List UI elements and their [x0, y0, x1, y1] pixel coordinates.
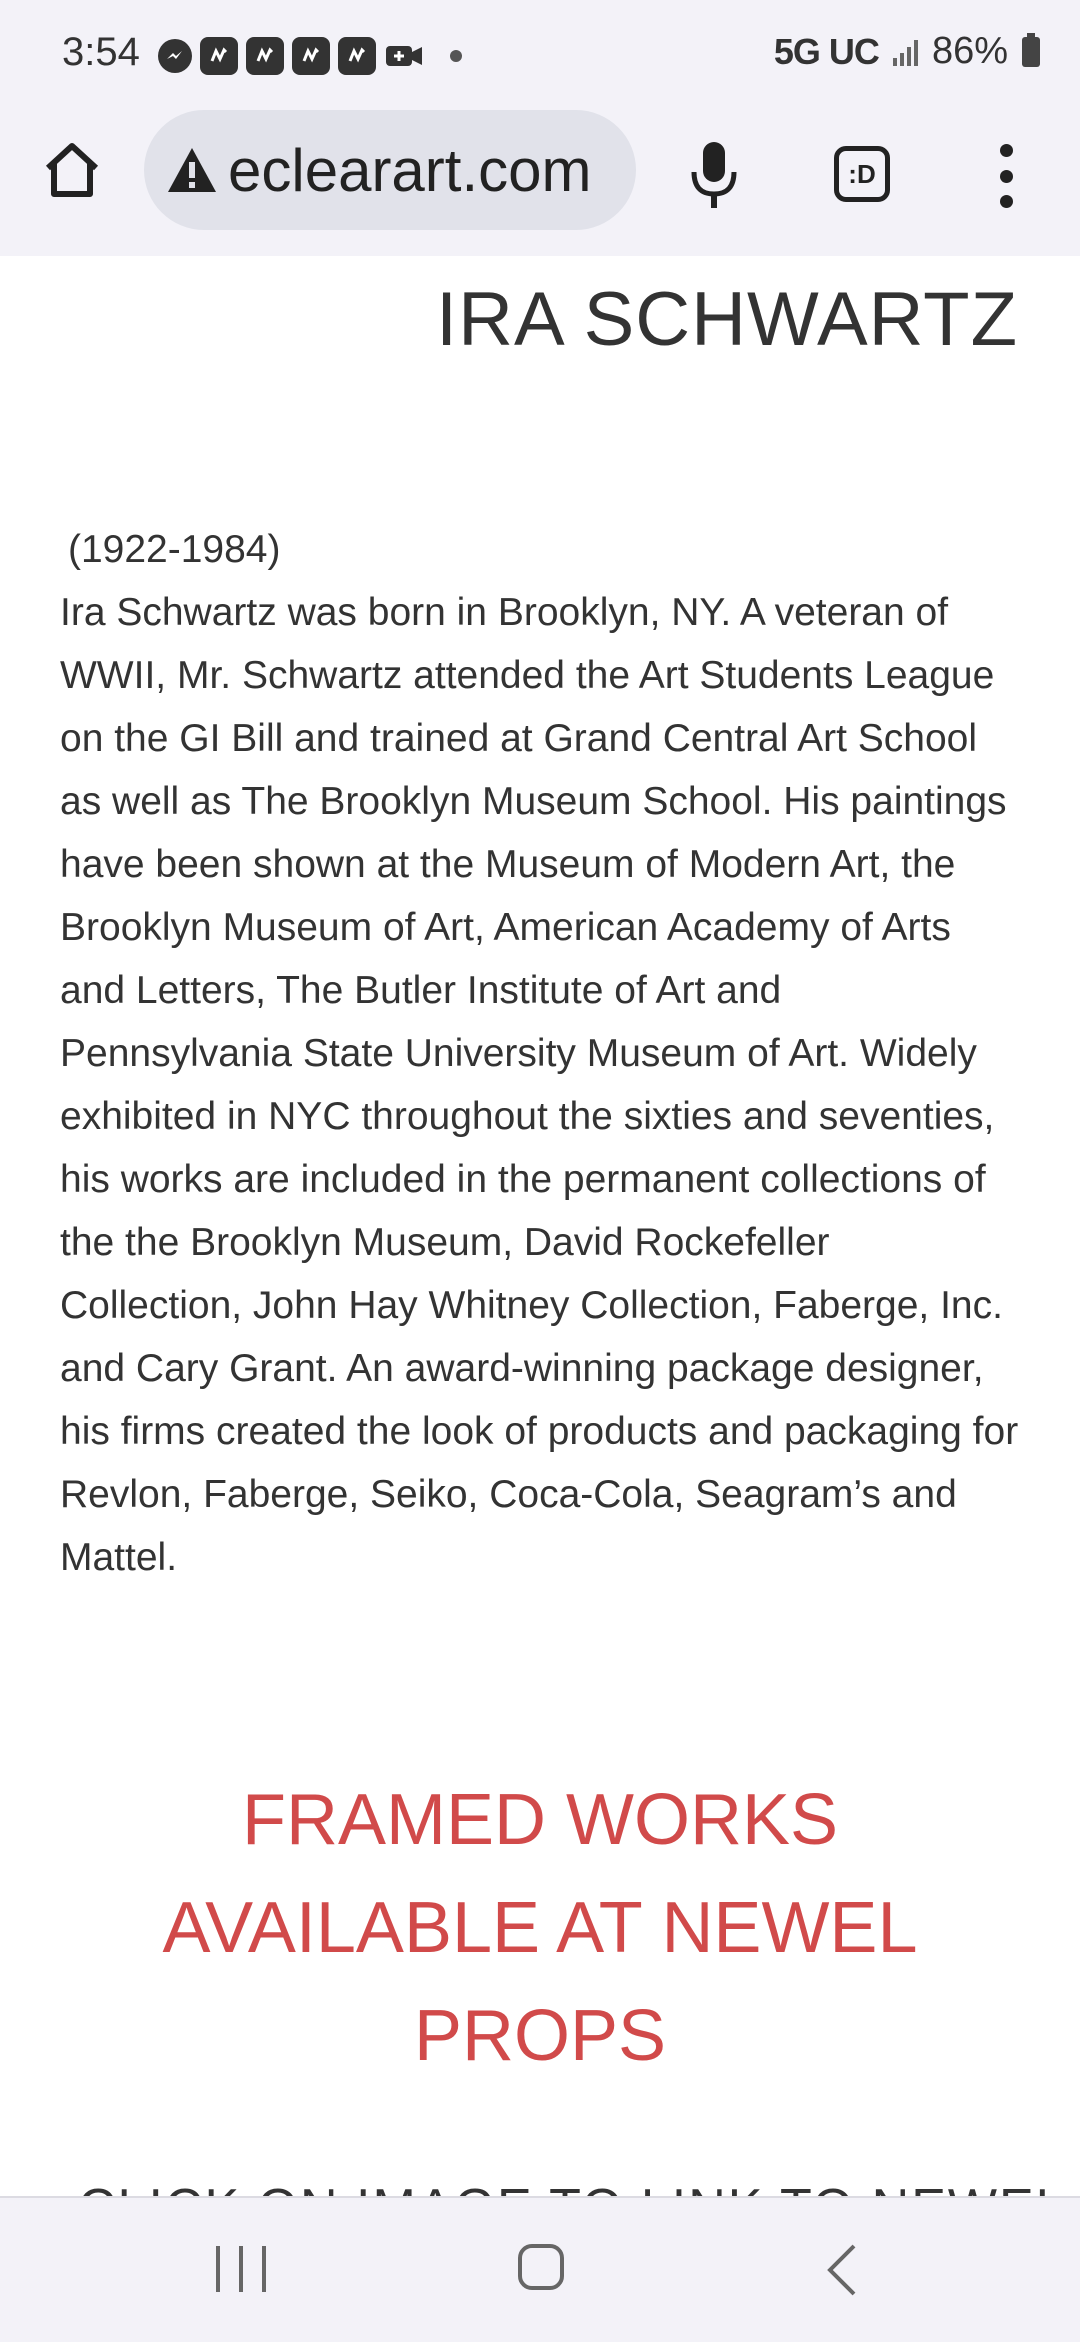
url-text[interactable]: eclearart.com	[228, 136, 592, 204]
more-options-button[interactable]	[994, 144, 1018, 208]
app-icon	[338, 37, 376, 75]
menu-dot	[1000, 195, 1013, 208]
web-page[interactable]	[0, 256, 1080, 2196]
messenger-icon	[158, 39, 192, 73]
status-time: 3:54	[62, 30, 140, 74]
signal-icon	[893, 38, 918, 66]
warning-icon[interactable]	[166, 146, 218, 194]
app-icon	[200, 37, 238, 75]
nav-home-button[interactable]	[518, 2244, 564, 2290]
video-camera-icon	[384, 41, 424, 71]
recents-bar	[262, 2246, 266, 2292]
notification-icons	[158, 34, 462, 78]
recents-bar	[239, 2246, 243, 2292]
home-icon	[40, 138, 104, 202]
back-chevron-icon	[822, 2242, 862, 2298]
recents-bar	[216, 2246, 220, 2292]
app-icon	[292, 37, 330, 75]
battery-icon	[1022, 37, 1040, 67]
microphone-icon	[688, 138, 740, 210]
artist-years: (1922-1984)	[68, 528, 281, 571]
menu-dot	[1000, 144, 1013, 157]
artist-name-heading: IRA SCHWARTZ	[435, 277, 1018, 362]
framed-works-heading: FRAMED WORKS AVAILABLE AT NEWEL PROPS	[162, 1780, 918, 2076]
more-notifications-dot	[450, 50, 462, 62]
home-button[interactable]	[40, 138, 104, 202]
recent-apps-button[interactable]	[216, 2246, 266, 2292]
biography-text: Ira Schwartz was born in Brooklyn, NY. A veteran of WWII, Mr. Schwartz attended the Art Students League on the GI Bill and trained at Grand Central Art School as well as The Brooklyn Museum School. His paintings have been shown at the Museum of Modern Art, the Brooklyn Museum of Art, American Academy of Arts and Letters, The Butler Institute of Art and Pennsylvania State University Museum of Art. Widely exhibited in NYC throughout the sixties and seventies, his works are included in the permanent collections of the the Brooklyn Museum, David Rockefeller Collection, John Hay Whitney Collection, Faberge, Inc. and Cary Grant. An award-winning package designer, his firms created the look of products and packaging for Revlon, Faberge, Seiko, Coca-Cola, Seagram’s and Mattel.	[60, 591, 1019, 1579]
browser-toolbar	[0, 110, 1080, 258]
battery-percent: 86%	[931, 30, 1008, 72]
navigation-bar	[0, 2196, 1080, 2342]
status-bar	[0, 0, 1080, 110]
voice-search-button[interactable]	[688, 138, 740, 210]
address-bar[interactable]	[144, 110, 636, 230]
back-button[interactable]	[822, 2242, 862, 2298]
menu-dot	[1000, 170, 1013, 183]
tab-switcher-button[interactable]: :D	[834, 146, 890, 202]
app-icon	[246, 37, 284, 75]
biography	[60, 518, 1020, 1589]
status-right	[774, 30, 1040, 73]
network-type: 5G UC	[773, 30, 879, 72]
